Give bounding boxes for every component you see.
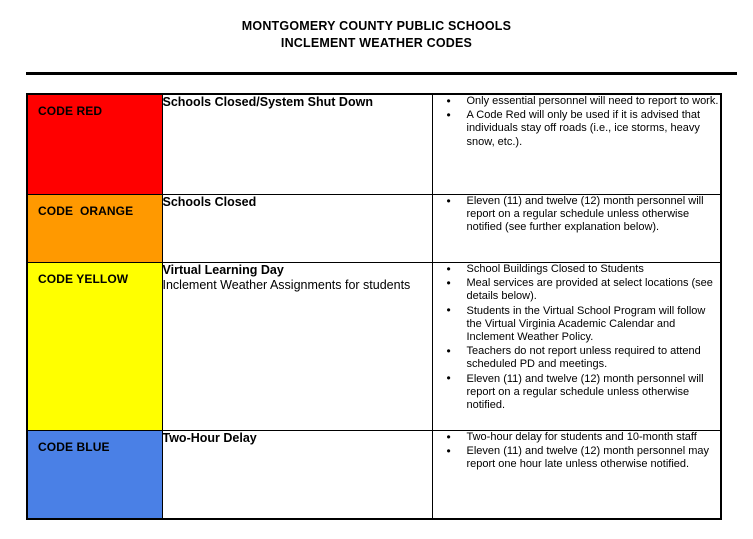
details-bullet-list: [433, 431, 721, 472]
details-bullet-list: [433, 263, 721, 412]
list-item: • Eleven (11) and twelve (12) month personnel will report on a regular schedule unless otherwise notified.: [467, 373, 721, 413]
table-row: [27, 263, 721, 431]
list-item: • Eleven (11) and twelve (12) month personnel will report on a regular schedule unless otherwise notified (see further explanation below).: [467, 195, 721, 235]
list-item: • School Buildings Closed to Students: [467, 263, 721, 276]
title-divider-rule: [26, 72, 737, 75]
weather-codes-table-body: [27, 94, 721, 519]
code-label: CODE BLUE: [38, 440, 110, 454]
description-subtitle: Inclement Weather Assignments for students: [162, 278, 411, 292]
table-row: [27, 195, 721, 263]
code-description-cell-orange: [162, 195, 432, 263]
list-item: • Meal services are provided at select locations (see details below).: [467, 277, 721, 303]
weather-codes-table: [26, 93, 722, 520]
description-title: Schools Closed: [162, 195, 257, 209]
page-title: [0, 18, 753, 51]
code-label: CODE YELLOW: [38, 272, 129, 286]
list-item: • Only essential personnel will need to report to work.: [467, 95, 721, 108]
code-swatch-cell-yellow: [27, 263, 162, 431]
code-label: CODE RED: [38, 104, 103, 118]
code-description-cell-red: [162, 94, 432, 195]
list-item: • Students in the Virtual School Program will follow the Virtual Virginia Academic Calendar and Inclement Weather Policy.: [467, 305, 721, 345]
list-item: • Eleven (11) and twelve (12) month personnel may report one hour late unless otherwise notified.: [467, 445, 721, 471]
list-item: • Teachers do not report unless required to attend scheduled PD and meetings.: [467, 345, 721, 371]
code-details-cell-blue: [432, 431, 721, 520]
code-details-cell-orange: [432, 195, 721, 263]
code-label: CODE ORANGE: [38, 204, 134, 218]
description-title: Virtual Learning Day: [162, 263, 284, 277]
code-details-cell-red: [432, 94, 721, 195]
description-title: Two-Hour Delay: [162, 431, 257, 445]
code-details-cell-yellow: [432, 263, 721, 431]
details-bullet-list: [433, 195, 721, 235]
list-item: • A Code Red will only be used if it is advised that individuals stay off roads (i.e., ice storms, heavy snow, etc.).: [467, 109, 721, 149]
details-bullet-list: [433, 95, 721, 149]
code-description-cell-yellow: [162, 263, 432, 431]
title-line-primary: MONTGOMERY COUNTY PUBLIC SCHOOLS: [241, 19, 512, 33]
description-title: Schools Closed/System Shut Down: [162, 95, 373, 109]
list-item: • Two-hour delay for students and 10-month staff: [467, 431, 721, 444]
code-description-cell-blue: [162, 431, 432, 520]
code-swatch-cell-orange: [27, 195, 162, 263]
table-row: [27, 431, 721, 520]
title-line-secondary: INCLEMENT WEATHER CODES: [280, 35, 473, 50]
table-row: [27, 94, 721, 195]
code-swatch-cell-blue: [27, 431, 162, 520]
code-swatch-cell-red: [27, 94, 162, 195]
